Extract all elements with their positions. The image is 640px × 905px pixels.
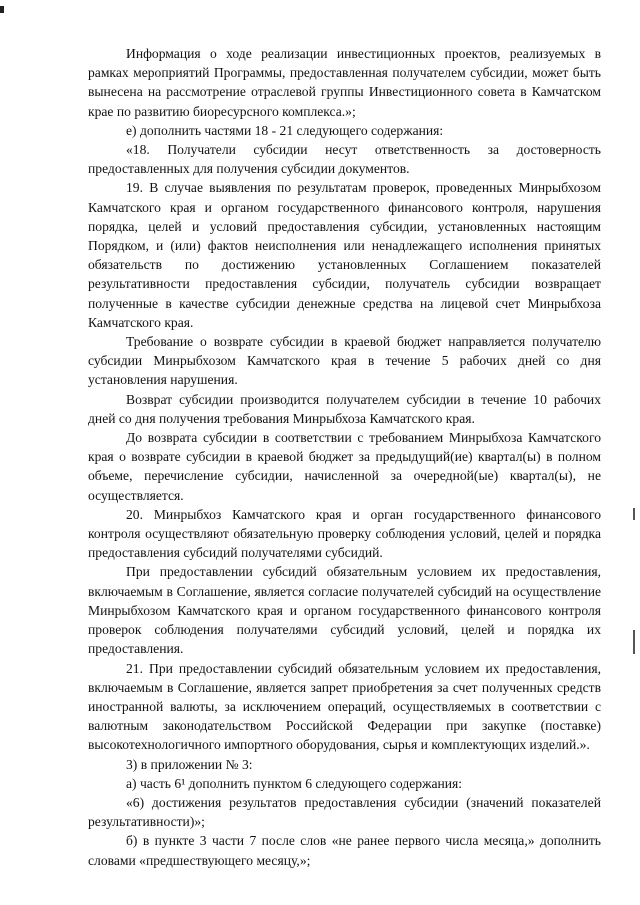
edge-scan-mark: [633, 630, 635, 654]
paragraph: До возврата субсидии в соответствии с требованием Минрыбхоза Камчатского края о возврате субсидии в краевой бюджет за предыдущий(ие) квартал(ы) в полном объеме, перечисление субсидии, начисленной за очередной(ые) квартал(ы), не осуществляется.: [88, 430, 601, 503]
paragraph: 21. При предоставлении субсидий обязательным условием их предоставления, включаемым в Соглашение, является запрет приобретения за счет полученных средств иностранной валюты, за исключением операций, осуществляемых в соответствии с валютным законодательством Российской Федерации при закупке (поставке) высокотехнологичного импортного оборудования, сырья и комплектующих изделий.».: [88, 660, 601, 753]
paragraph: б) в пункте 3 части 7 после слов «не ранее первого числа месяца,» дополнить словами «предшествующего месяцу,»;: [88, 833, 601, 868]
paragraph: 20. Минрыбхоз Камчатского края и орган государственного финансового контроля осуществляют обязательную проверку соблюдения условий, целей и порядка предоставления субсидий получателями субсидий.: [88, 506, 601, 561]
paragraph: Информация о ходе реализации инвестиционных проектов, реализуемых в рамках мероприятий Программы, предоставленная получателем субсидии, может быть вынесена на рассмотрение отраслевой группы Инвестиционного совета в Камчатском крае по развитию биоресурсного комплекса.»;: [88, 46, 601, 119]
edge-scan-mark: [633, 508, 635, 520]
paragraph: «6) достижения результатов предоставления субсидии (значений показателей результативности)»;: [88, 794, 601, 830]
paragraph: е) дополнить частями 18 - 21 следующего содержания:: [126, 122, 444, 138]
corner-scan-mark: [0, 6, 4, 13]
document-page: [88, 44, 601, 870]
paragraph: а) часть 6¹ дополнить пунктом 6 следующего содержания:: [126, 775, 463, 791]
paragraph: «18. Получатели субсидии несут ответственность за достоверность предоставленных для получения субсидии документов.: [88, 142, 601, 177]
paragraph: 19. В случае выявления по результатам проверок, проведенных Минрыбхозом Камчатского края и органом государственного финансового контроля, нарушения порядка, целей и условий предоставления субсидии, установленных настоящим Порядком, и (или) фактов неисполнения или ненадлежащего исполнения принятых обязательств по достижению установленных Соглашением показателей результативности предоставления субсидии, получатель субсидии возвращает полученные в качестве субсидии денежные средства на лицевой счет Минрыбхоза Камчатского края.: [88, 180, 601, 330]
paragraph: 3) в приложении № 3:: [126, 756, 253, 772]
paragraph: При предоставлении субсидий обязательным условием их предоставления, включаемым в Соглашение, является согласие получателей субсидий на осуществление Минрыбхозом Камчатского края и органом государственного финансового контроля проверок соблюдения получателями субсидий условий, целей и порядка их предоставления.: [88, 564, 601, 657]
paragraph: Требование о возврате субсидии в краевой бюджет направляется получателю субсидии Минрыбхозом Камчатского края в течение 5 рабочих дней со дня установления нарушения.: [88, 334, 601, 388]
paragraph: Возврат субсидии производится получателем субсидии в течение 10 рабочих дней со дня получения требования Минрыбхоза Камчатского края.: [88, 391, 601, 426]
